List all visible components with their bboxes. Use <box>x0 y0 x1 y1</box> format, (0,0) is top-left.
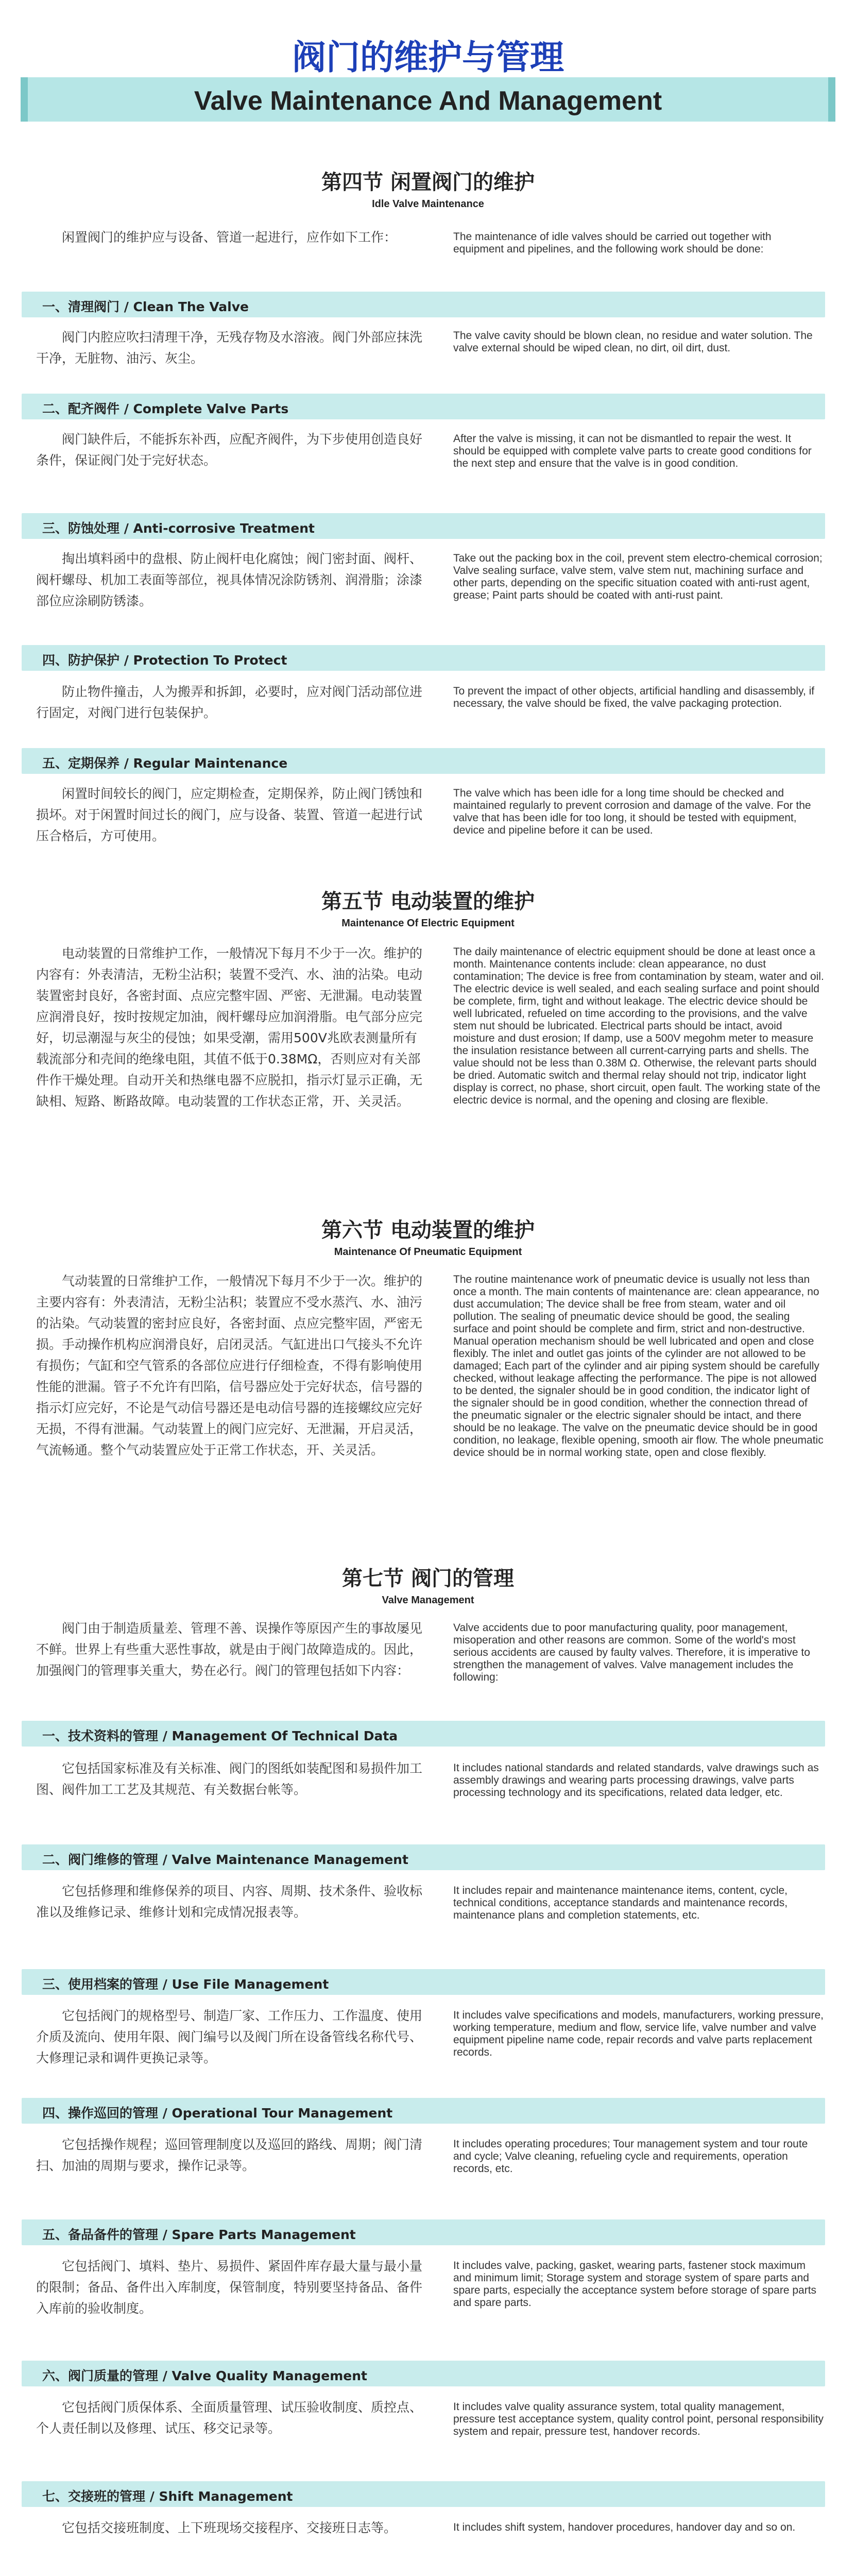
section-6-subtitle: Maintenance Of Pneumatic Equipment <box>334 1246 522 1258</box>
subsection-header: 七、交接班的管理 / Shift Management <box>22 2481 825 2507</box>
section-5-subtitle: Maintenance Of Electric Equipment <box>341 918 515 929</box>
subsection-header: 五、备品备件的管理 / Spare Parts Management <box>22 2219 825 2245</box>
section-7-intro-cn: 阀门由于制造质量差、管理不善、误操作等原因产生的事故屡见不鲜。世界上有些重大恶性事故，就是由于阀门故障造成的。因此，加强阀门的管理事关重大，势在必行。阀门的管理包括如下内容： <box>36 1621 423 1678</box>
section-4-subtitle: Idle Valve Maintenance <box>372 198 484 210</box>
page-title: 阀门的维护与管理 <box>292 38 564 77</box>
section-7-subtitle: Valve Management <box>382 1595 474 1606</box>
section-4-heading <box>0 166 856 210</box>
section-7-intro-en: Valve accidents due to poor manufacturing quality, poor management, misoperation and other reasons are common. Some of the world's most serious accidents are caused by faulty valves. Therefore, it is imperative to strengthen the management of valves. Valve management includes the following: <box>453 1622 810 1683</box>
subsection-text-cn: 它包括阀门质保体系、全面质量管理、试压验收制度、质控点、个人责任制以及修理、试压、移交记录等。 <box>36 2400 423 2436</box>
subsection-header: 四、防护保护 / Protection To Protect <box>22 645 825 671</box>
subsection-text-cn: 它包括国家标准及有关标准、阀门的图纸如装配图和易损件加工图、阀件加工工艺及其规范、有关数据台帐等。 <box>36 1761 423 1797</box>
section-7-heading <box>0 1562 856 1606</box>
subsection-header: 二、配齐阀件 / Complete Valve Parts <box>22 394 825 419</box>
subsection-header: 三、使用档案的管理 / Use File Management <box>22 1969 825 1995</box>
subsection-text-cn: 它包括操作规程；巡回管理制度以及巡回的路线、周期；阀门清扫、加油的周期与要求，操作记录等。 <box>36 2137 423 2173</box>
subsection-text-cn: 掏出填料函中的盘根、防止阀杆电化腐蚀；阀门密封面、阀杆、阀杆螺母、机加工表面等部位，视具体情况涂防锈剂、润滑脂；涂漆部位应涂刷防锈漆。 <box>36 551 423 608</box>
subsection-text-en: Take out the packing box in the coil, prevent stem electro-chemical corrosion; Valve sealing surface, valve stem, valve stem nut, machining surface and other parts, depending on the specific situation coated with anti-rust agent, grease; Paint parts should be coated with anti-rust paint. <box>453 552 823 601</box>
subsection-header: 二、阀门维修的管理 / Valve Maintenance Management <box>22 1844 825 1870</box>
subsection-text-cn: 它包括阀门、填料、垫片、易损件、紧固件库存最大量与最小量的限制；备品、备件出入库制度，保管制度，特别要坚持备品、备件入库前的验收制度。 <box>36 2259 423 2316</box>
section-5-text-en: The daily maintenance of electric equipment should be done at least once a month. Maintenance contents include: clean appearance, no dust contamination; The device is free from contamination by steam, water and oil. The electric device is well sealed, and each sealing surface and point should be complete, firm, tight and without leakage. The electric device should be well lubricated, refueled on time according to the provisions, and the valve stem nut should be lubricated. Electrical parts should be intact, avoid moisture and dust erosion; If damp, use a 500V megohm meter to measure the insulation resistance between all current-carrying parts and shells. The value should not be less than 0.38M Ω. Otherwise, the relevant parts should be dried. Automatic switch and thermal relay should not trip, indicator light display is correct, no phase, short circuit, open fault. The working state of the electric device is normal, and the opening and closing are flexible. <box>453 946 824 1106</box>
subsection-text-cn: 防止物件撞击，人为搬弄和拆卸，必要时，应对阀门活动部位进行固定，对阀门进行包装保护。 <box>36 684 423 720</box>
subsection-text-cn: 闲置时间较长的阀门，应定期检查，定期保养，防止阀门锈蚀和损坏。对于闲置时间过长的阀门，应与设备、装置、管道一起进行试压合格后，方可使用。 <box>36 786 423 843</box>
subsection-header: 三、防蚀处理 / Anti-corrosive Treatment <box>22 513 825 539</box>
subsection-header: 四、操作巡回的管理 / Operational Tour Management <box>22 2098 825 2124</box>
subsection-header: 一、清理阀门 / Clean The Valve <box>22 292 825 317</box>
subsection-header: 一、技术资料的管理 / Management Of Technical Data <box>22 1721 825 1747</box>
subsection-text-en: After the valve is missing, it can not be dismantled to repair the west. It should be equipped with complete valve parts to create good conditions for the next step and ensure that the valve is in good condition. <box>453 433 812 469</box>
section-6-text-en: The routine maintenance work of pneumatic device is usually not less than once a month. The main contents of maintenance are: clean appearance, no dust accumulation; The device shall be free from steam, water and oil pollution. The sealing of pneumatic device should be good, the sealing surface and point should be complete and firm, strict and non-destructive. Manual operation mechanism should be well lubricated and open and close flexibly. The inlet and outlet gas joints of the cylinder are not allowed to be damaged; Each part of the cylinder and air piping system should be carefully checked, without leakage affecting the performance. The pipe is not allowed to be dented, the signaler should be in good condition, the indicator light of the signaler should be in good condition, whether the connection thread of the pneumatic signaler or the electric signaler should be intact, and there should be no leakage. The valve on the pneumatic device should be in good condition, no leakage, flexible opening, smooth air flow. The whole pneumatic device should be in normal working state, open and close flexibly. <box>453 1274 824 1459</box>
subsection-text-en: The valve which has been idle for a long time should be checked and maintained regularly to prevent corrosion and damage of the valve. For the valve that has been idle for too long, it should be tested with equipment, device and pipeline before it can be used. <box>453 787 811 836</box>
section-6-title: 第六节 电动装置的维护 <box>321 1218 535 1242</box>
subsection-text-en: The valve cavity should be blown clean, no residue and water solution. The valve external should be wiped clean, no dirt, oil dirt, dust. <box>453 330 813 354</box>
section-5-heading <box>0 885 856 929</box>
subsection-text-en: It includes shift system, handover procedures, handover day and so on. <box>453 2521 796 2533</box>
subsection-text-en: It includes national standards and related standards, valve drawings such as assembly drawings and wearing parts processing drawings, valve parts processing technology and its specifications, related data ledger, etc. <box>453 1762 819 1799</box>
section-6-text-cn: 气动装置的日常维护工作，一般情况下每月不少于一次。维护的主要内容有：外表清洁，无粉尘沾积；装置应不受水蒸汽、水、油污的沾染。气动装置的密封应良好，各密封面、点应完整牢固，严密无损。手动操作机构应润滑良好，启闭灵活。气缸进出口气接头不允许有损伤；气缸和空气管系的各部位应进行仔细检查，不得有影响使用性能的泄漏。管子不允许有凹陷，信号器应处于完好状态，信号器的指示灯应完好，不论是气动信号器还是电动信号器的连接螺纹应完好无损，不得有泄漏。气动装置上的阀门应完好、无泄漏，开启灵活，气流畅通。整个气动装置应处于正常工作状态，开、关灵活。 <box>36 1274 423 1458</box>
subsection-text-cn: 它包括交接班制度、上下班现场交接程序、交接班日志等。 <box>62 2520 397 2535</box>
section-4-intro-en: The maintenance of idle valves should be carried out together with equipment and pipelines, and the following work should be done: <box>453 231 772 255</box>
subsection-text-en: It includes operating procedures; Tour management system and tour route and cycle; Valve cleaning, refueling cycle and requirements, operation records, etc. <box>453 2138 808 2175</box>
subsection-text-en: It includes valve, packing, gasket, wearing parts, fastener stock maximum and minimum limit; Storage system and storage system of spare parts and spare parts, especially the acceptance system before storage of spare parts and spare parts. <box>453 2260 817 2309</box>
subsection-text-en: It includes valve quality assurance system, total quality management, pressure test acceptance system, quality control point, personal responsibility system and repair, pressure test, handover records. <box>453 2401 824 2437</box>
section-5-title: 第五节 电动装置的维护 <box>321 890 535 913</box>
section-7-title: 第七节 阀门的管理 <box>342 1567 514 1590</box>
subsection-text-en: It includes valve specifications and models, manufacturers, working pressure, working temperature, medium and flow, service life, valve number and valve equipment pipeline name code, repair records and valve parts replacement records. <box>453 2009 824 2058</box>
section-4-title: 第四节 闲置阀门的维护 <box>321 171 535 194</box>
subsection-header: 六、阀门质量的管理 / Valve Quality Management <box>22 2361 825 2386</box>
subsection-text-en: To prevent the impact of other objects, artificial handling and disassembly, if necessary, the valve should be fixed, the valve packaging protection. <box>453 685 815 709</box>
subsection-text-cn: 它包括阀门的规格型号、制造厂家、工作压力、工作温度、使用介质及流向、使用年限、阀门编号以及阀门所在设备管线名称代号、大修理记录和调件更换记录等。 <box>36 2008 423 2065</box>
section-5-text-cn: 电动装置的日常维护工作，一般情况下每月不少于一次。维护的内容有：外表清洁，无粉尘沾积；装置不受汽、水、油的沾染。电动装置密封良好，各密封面、点应完整牢固、严密、无泄漏。电动装置应润滑良好，按时按规定加油，阀杆螺母应加润滑脂。电气部分应完好，切忌潮湿与灰尘的侵蚀；如果受潮，需用500V兆欧表测量所有载流部分和壳间的绝缘电阻，其值不低于0.38MΩ，否则应对有关部件作干燥处理。自动开关和热继电器不应脱扣，指示灯显示正确，无缺相、短路、断路故障。电动装置的工作状态正常，开、关灵活。 <box>36 946 423 1109</box>
subsection-text-cn: 阀门内腔应吹扫清理干净，无残存物及水溶液。阀门外部应抹洗干净，无脏物、油污、灰尘。 <box>36 330 423 366</box>
subsection-text-cn: 阀门缺件后，不能拆东补西，应配齐阀件，为下步使用创造良好条件，保证阀门处于完好状态。 <box>36 432 423 468</box>
subsection-text-en: It includes repair and maintenance maintenance items, content, cycle, technical conditions, acceptance standards and maintenance records, maintenance plans and completion statements, etc. <box>453 1885 788 1921</box>
section-6-heading <box>0 1214 856 1258</box>
subsection-header: 五、定期保养 / Regular Maintenance <box>22 748 825 774</box>
section-4-intro-cn: 闲置阀门的维护应与设备、管道一起进行，应作如下工作： <box>62 230 397 245</box>
subsection-text-cn: 它包括修理和维修保养的项目、内容、周期、技术条件、验收标准以及维修记录、维修计划和完成情况报表等。 <box>36 1884 423 1920</box>
page-subtitle: Valve Maintenance And Management <box>194 86 662 116</box>
